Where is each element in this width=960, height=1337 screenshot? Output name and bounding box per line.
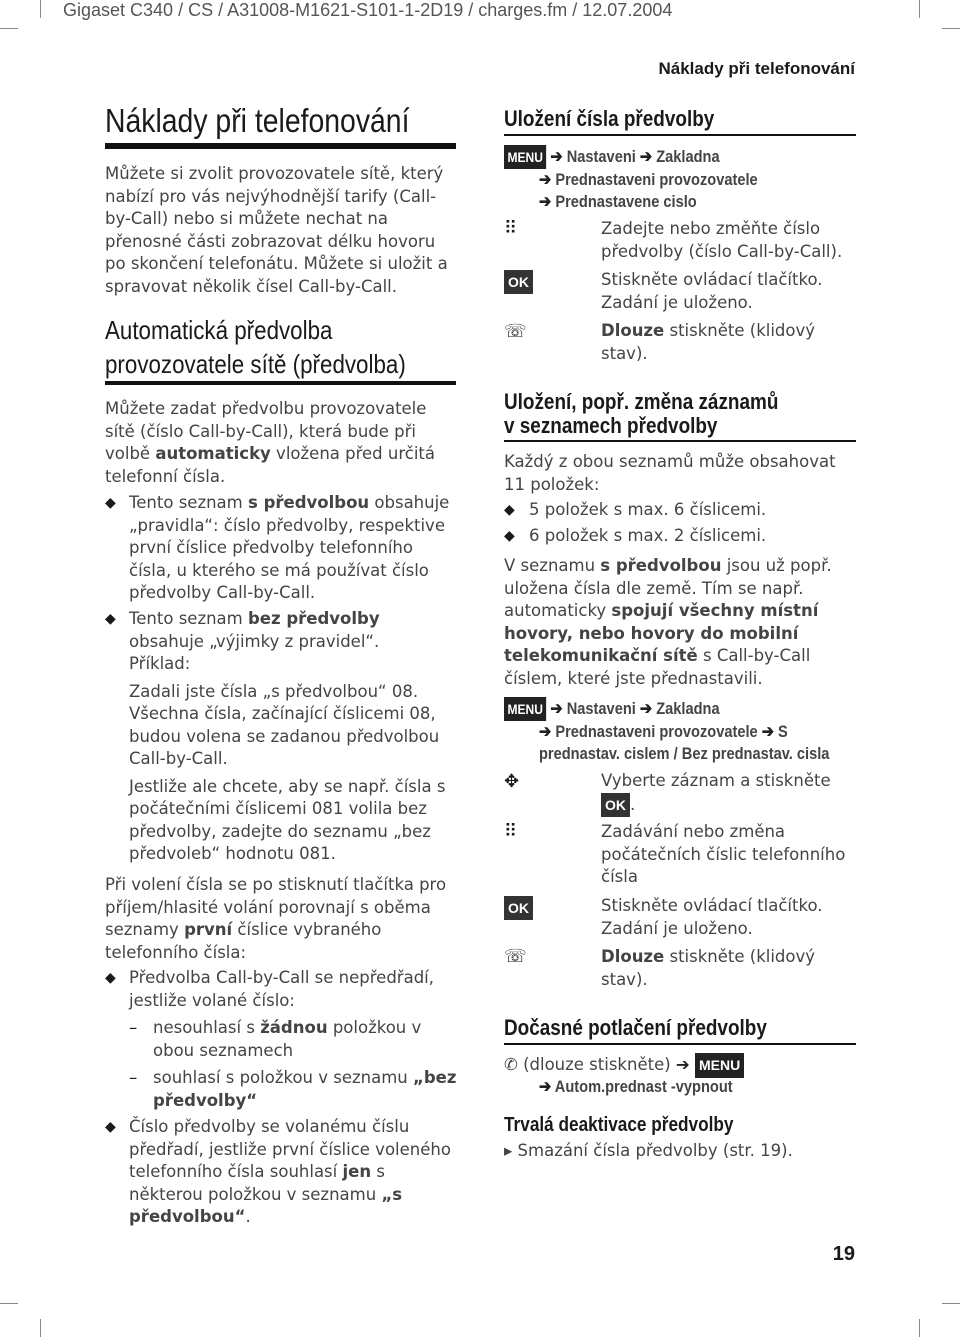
ok-key: OK [504, 270, 533, 294]
end-call-icon: ☏ [504, 946, 527, 967]
menu-key: MENU [504, 145, 546, 169]
crop-mark [919, 0, 920, 18]
paragraph-comparison: Při volení čísla se po stisknutí tlačítka pro příjem/hlasité volání porovnají s oběma seznamy první číslice vybraného telefonního čísla: [105, 875, 447, 962]
running-head: Náklady při telefonování [658, 59, 855, 78]
dash-item-text: nesouhlasí s žádnou položkou v obou seznamech [153, 1018, 422, 1060]
crop-mark [919, 1319, 920, 1337]
step-text: Zadávání nebo změna počátečních číslic telefonního čísla [601, 822, 846, 886]
keypad-icon: ⠿ [504, 218, 518, 239]
heading-edit-lists: Uložení, popř. změna záznamů v seznamech předvolby [504, 389, 779, 438]
page-number: 19 [832, 1243, 855, 1265]
crop-mark [942, 1303, 960, 1304]
page-title: Náklady při telefonování [105, 102, 410, 139]
menu-key: MENU [695, 1053, 744, 1078]
file-header: Gigaset C340 / CS / A31008-M1621-S101-1-2D19 / charges.fm / 12.07.2004 [63, 0, 673, 20]
paragraph-country-codes: V seznamu s předvolbou jsou už popř. uložena čísla dle země. Tím se např. automaticky spojují všechny místní hovory, nebo hovory do mobilní telekomunikační sítě s Call-by-Call číslem, které jste přednastavili. [504, 556, 832, 688]
menu-path-c: ➔ Autom.prednast -vypnout [539, 1077, 733, 1096]
bullet-not-prefixed: Předvolba Call-by-Call se nepředřadí, jestliže volané číslo: [129, 968, 435, 1010]
bullet-without-prefix-list: Tento seznam bez předvolby obsahuje „výjimky z pravidel“. Příklad: Zadali jste čísla „s předvolbou“ 08. Všechna čísla, začínající číslicemi 08, budou volena se zadanou předvolbou Call-by-Call. Jestliže ale chcete, aby se např. čísla s počátečními číslicemi 081 volila bez předvolby, zadejte do seznamu „bez předvoleb“ hodnotu 081. [129, 609, 446, 863]
bullet-text: 6 položek s max. 2 číslicemi. [529, 526, 767, 545]
step-temporary: ✆ (dlouze stiskněte) ➔ MENU [504, 1053, 856, 1078]
heading-save-prefix: Uložení čísla předvolby [504, 106, 715, 131]
keypad-icon: ⠿ [504, 821, 518, 842]
heading-rule [504, 134, 856, 136]
menu-key: MENU [504, 697, 546, 721]
heading-rule [504, 1043, 856, 1045]
bullet-diamond: ◆ [105, 611, 116, 627]
step-permanent: ▸ Smazání čísla předvolby (str. 19). [504, 1141, 793, 1160]
ok-key: OK [504, 896, 533, 920]
section-rule [105, 381, 456, 385]
intro-paragraph: Můžete si zvolit provozovatele sítě, který nabízí pro vás nejvýhodnější tarify (Call-by-Call) nebo si můžete nechat na přenosné části zobrazovat délku hovoru po skončení telefonátu. Můžete si uložit a spravovat několik čísel Call-by-Call. [105, 164, 448, 296]
title-rule [105, 143, 456, 149]
crop-mark [40, 1319, 41, 1337]
step-text: Dlouze stiskněte (klidový stav). [601, 947, 816, 989]
crop-mark [0, 1303, 18, 1304]
bullet-text: 5 položek s max. 6 číslicemi. [529, 500, 767, 519]
bullet-diamond: ◆ [105, 970, 116, 986]
bullet-diamond: ◆ [504, 502, 515, 518]
menu-path-b: MENU ➔ Nastaveni ➔ Zakladna ➔ Prednastaveni provozovatele ➔ S prednastav. cislem / Bez prednastav. cisla [504, 697, 856, 765]
heading-permanent-deactivate: Trvalá deaktivace předvolby [504, 1114, 734, 1136]
paragraph-prefix-info: Můžete zadat předvolbu provozovatele sítě (číslo Call-by-Call), která bude při volbě automaticky vložena před určitá telefonní čísla. [105, 399, 436, 486]
bullet-diamond: ◆ [105, 1119, 116, 1135]
dash-item: – [129, 1018, 138, 1037]
crop-mark [0, 28, 18, 29]
dash-item: – [129, 1068, 138, 1087]
nav-key-icon: ✥ [504, 771, 520, 792]
bullet-diamond: ◆ [105, 495, 116, 511]
ok-key: OK [601, 793, 630, 818]
menu-path-a: MENU ➔ Nastaveni ➔ Zakladna ➔ Prednastaveni provozovatele ➔ Prednastavene cislo [504, 145, 856, 213]
bullet-with-prefix-list: Tento seznam s předvolbou obsahuje „pravidla“: číslo předvolby, respektive první číslice předvolby telefonního čísla, u kterého se má používat číslo předvolby Call-by-Call. [129, 493, 450, 602]
talk-key-icon: ✆ [504, 1055, 518, 1074]
heading-temporary-suppress: Dočasné potlačení předvolby [504, 1015, 767, 1040]
bullet-diamond: ◆ [504, 528, 515, 544]
end-call-icon: ☏ [504, 321, 527, 342]
crop-mark [40, 0, 41, 18]
step-text: Stiskněte ovládací tlačítko. Zadání je uloženo. [601, 896, 823, 938]
heading-rule [504, 440, 856, 442]
step-text: Dlouze stiskněte (klidový stav). [601, 321, 816, 363]
section-heading-auto-prefix: Automatická předvolba provozovatele sítě (předvolba) [105, 315, 406, 379]
step-text: Vyberte záznam a stiskněte OK . [601, 770, 856, 817]
paragraph-list-size: Každý z obou seznamů může obsahovat 11 položek: [504, 452, 836, 494]
step-text: Stiskněte ovládací tlačítko. Zadání je uloženo. [601, 270, 823, 312]
bullet-prefixed: Číslo předvolby se volanému číslu předřadí, jestliže první číslice voleného telefonního čísla souhlasí jen s některou položkou v seznamu „s předvolbou“. [129, 1117, 451, 1226]
crop-mark [942, 28, 960, 29]
dash-item-text: souhlasí s položkou v seznamu „bez předvolby“ [153, 1068, 457, 1110]
triangle-bullet: ▸ [504, 1141, 513, 1160]
step-text: Zadejte nebo změňte číslo předvolby (číslo Call-by-Call). [601, 219, 843, 261]
